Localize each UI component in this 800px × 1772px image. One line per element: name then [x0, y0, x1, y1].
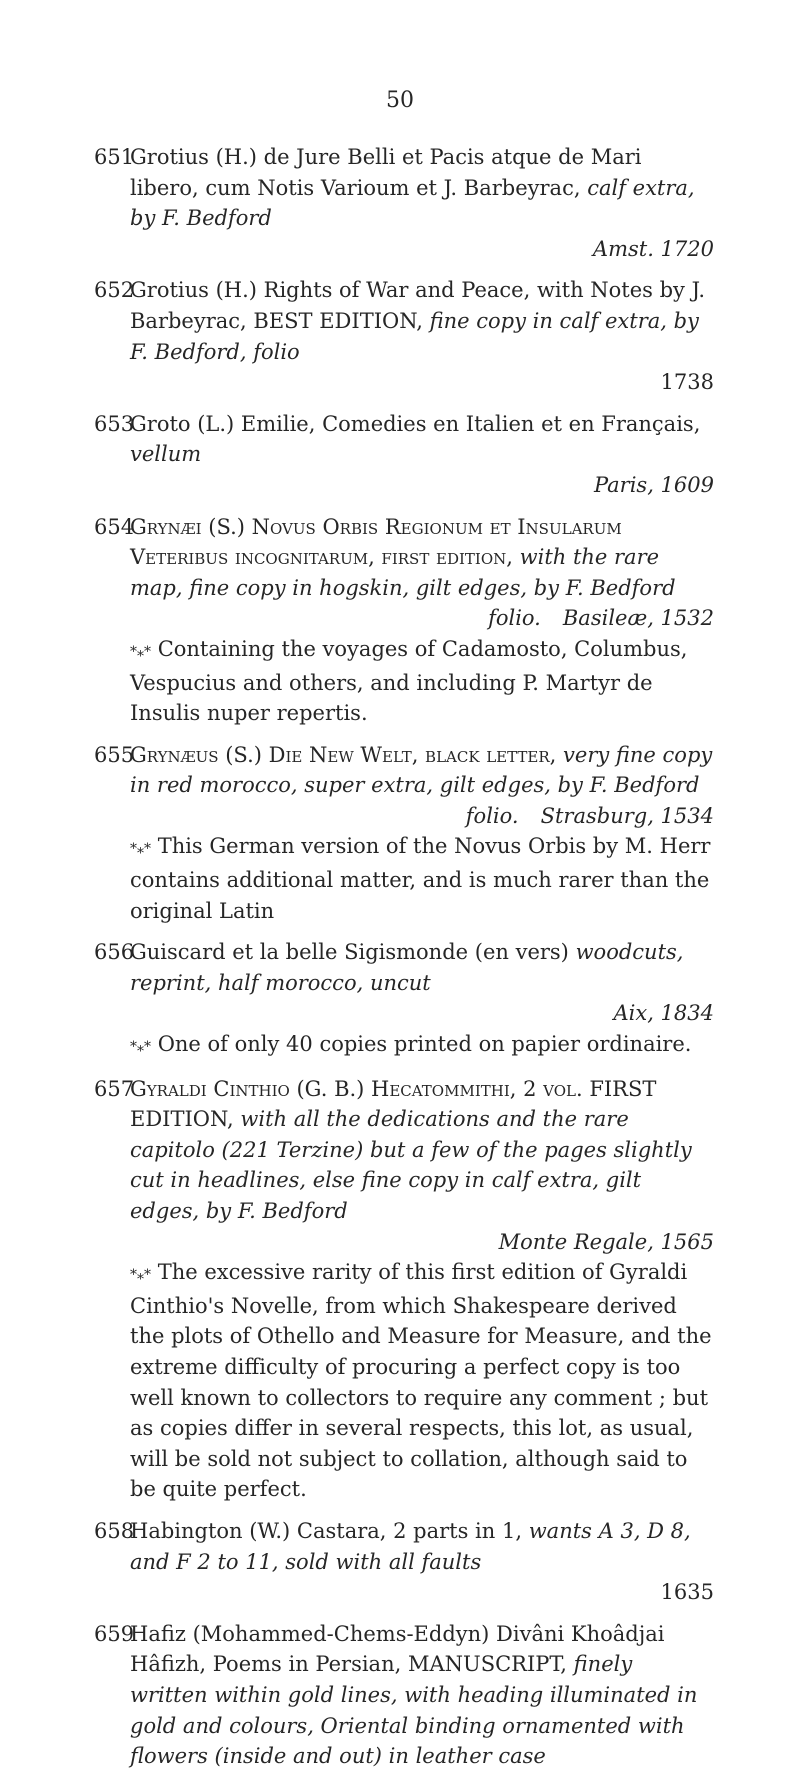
binding-description: fine copy in calf extra, by F. Bedford, folio [130, 308, 699, 364]
lot-number: 652 [94, 278, 135, 303]
entry-title: Groto (L.) Emilie, Comedies en Italien et en Français, [130, 411, 701, 436]
imprint: Aix, 1834 [613, 1001, 714, 1026]
entry-note: Containing the voyages of Cadamosto, Columbus, Vespucius and others, and including P. Martyr de Insulis nuper repertis. [130, 636, 688, 726]
catalogue-entry-656 [94, 937, 714, 1062]
catalogue-entry-652 [94, 275, 714, 397]
lot-number: 655 [94, 742, 135, 767]
catalogue-listing [94, 142, 714, 1772]
lot-number: 656 [94, 940, 135, 965]
imprint: Monte Regale, 1565 [498, 1229, 714, 1254]
entry-title: Gyraldi Cinthio (G. B.) Hecatommithi, 2 vol. FIRST EDITION, [130, 1076, 657, 1132]
imprint: Amst. 1720 [592, 236, 714, 261]
entry-note: This German version of the Novus Orbis by M. Herr contains additional matter, and is much rarer than the original Latin [130, 834, 711, 923]
binding-description: finely written within gold lines, with heading illuminated in gold and colours, Oriental binding ornamented with flowers (inside and out) in leather case [130, 1652, 698, 1769]
lot-number: 659 [94, 1621, 135, 1646]
catalogue-entry-651 [94, 142, 714, 264]
note-asterism: *⁎* [130, 643, 151, 660]
imprint: Paris, 1609 [593, 472, 714, 497]
binding-description: woodcuts, reprint, half morocco, uncut [130, 940, 684, 995]
binding-description: with the rare map, fine copy in hogskin, gilt edges, by F. Bedford [130, 545, 676, 600]
lot-number: 654 [94, 514, 135, 539]
entry-title: Habington (W.) Castara, 2 parts in 1, [130, 1518, 523, 1543]
lot-number: 651 [94, 145, 135, 169]
lot-number: 657 [94, 1076, 135, 1101]
entry-title: Hafiz (Mohammed-Chems-Eddyn) Divâni Khoâdjai Hâfizh, Poems in Persian, MANUSCRIPT, [130, 1621, 665, 1677]
note-asterism: *⁎* [130, 841, 151, 858]
catalogue-entry-657 [94, 1074, 714, 1505]
binding-description: wants A 3, D 8, and F 2 to 11, sold with all faults [130, 1518, 691, 1574]
entry-title: Grotius (H.) Rights of War and Peace, with Notes by J. Barbeyrac, BEST EDITION, [130, 278, 706, 333]
binding-description: with all the dedications and the rare capitolo (221 Terzine) but a few of the pages slightly cut in headlines, else fine copy in calf extra, gilt edges, by F. Bedford [130, 1107, 692, 1223]
binding-description: very fine copy in red morocco, super extra, gilt edges, by F. Bedford [130, 742, 713, 798]
format: folio. [465, 803, 519, 828]
imprint: Basileæ, 1532 [562, 606, 714, 631]
entry-note: The excessive rarity of this first edition of Gyraldi Cinthio's Novelle, from which Shakespeare derived the plots of Othello and Measure for Measure, and the extreme difficulty of procuring a perfect copy is too well known to collectors to require any comment ; but as copies differ in several respects, this lot, as usual, will be sold not subject to collation, although said to be quite perfect. [130, 1260, 712, 1502]
binding-description: calf extra, by F. Bedford [130, 175, 695, 231]
catalogue-entry-654 [94, 512, 714, 729]
entry-title: Guiscard et la belle Sigismonde (en vers) [130, 940, 569, 965]
entry-title: Grynæi (S.) Novus Orbis Regionum et Insularum Veteribus incognitarum, first edition, [130, 514, 622, 570]
entry-title: Grotius (H.) de Jure Belli et Pacis atque de Mari libero, cum Notis Varioum et J. Barbeyrac, [130, 145, 642, 200]
binding-description: vellum [130, 442, 202, 467]
note-asterism: *⁎* [130, 1039, 151, 1056]
imprint: 1635 [660, 1580, 714, 1605]
imprint: 1738 [660, 370, 714, 395]
format: folio. [488, 606, 541, 631]
catalogue-entry-653 [94, 409, 714, 501]
lot-number: 658 [94, 1518, 135, 1543]
note-asterism: *⁎* [130, 1267, 151, 1284]
lot-number: 653 [94, 411, 135, 436]
catalogue-entry-655 [94, 740, 714, 927]
entry-title: Grynæus (S.) Die New Welt, black letter, [130, 742, 557, 767]
entry-note: One of only 40 copies printed on papier ordinaire. [157, 1032, 692, 1057]
page-number: 50 [386, 88, 414, 113]
catalogue-entry-659 [94, 1619, 714, 1772]
catalogue-entry-658 [94, 1516, 714, 1608]
imprint: Strasburg, 1534 [540, 803, 714, 828]
